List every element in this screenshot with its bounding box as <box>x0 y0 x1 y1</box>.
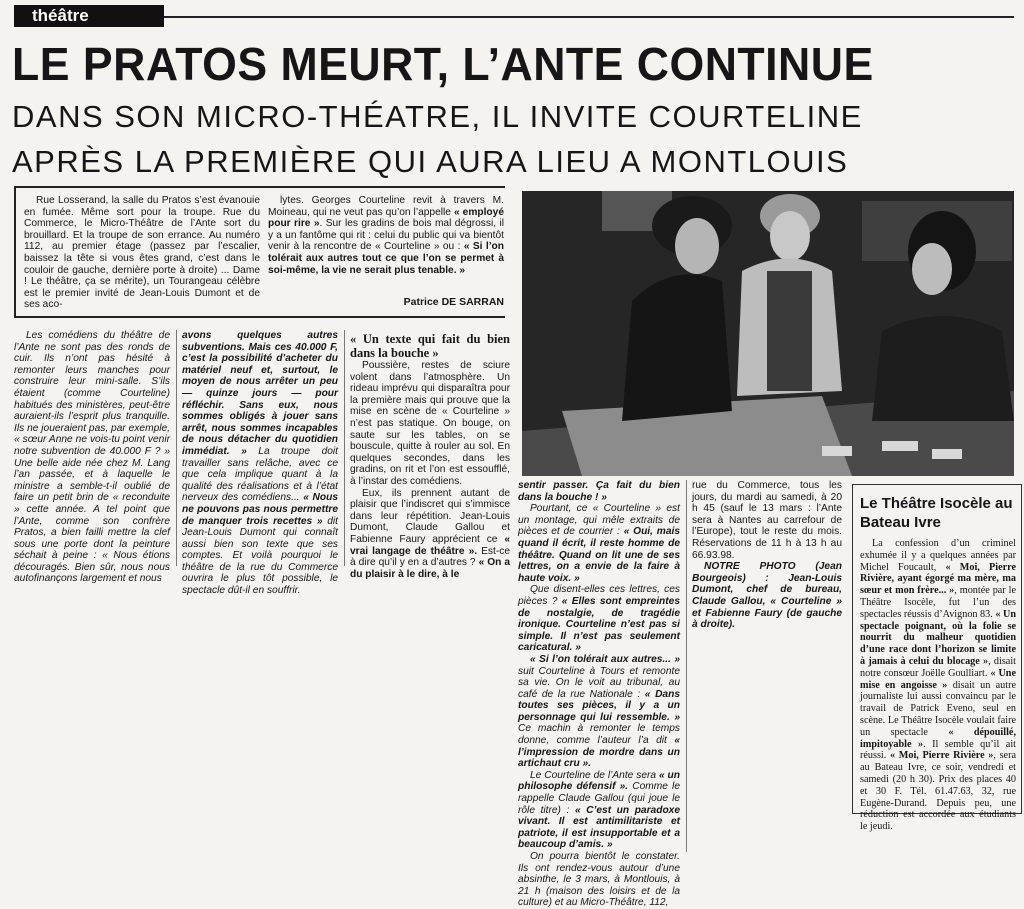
intro-text-2b: « employé pour rire » <box>268 206 504 230</box>
column-a <box>14 330 170 585</box>
sidebar-text-a: La confession d’un criminel exhumée il y a quelques années par Michel Foucault, <box>860 538 1016 573</box>
column-d-text-10: « l’impression de mordre dans un artichaut cru ». <box>518 735 680 770</box>
column-b-text-1: avons quelques autres subventions. Mais ces 40.000 F, c’est la possibilité d’acheter du matériel neuf et, surtout, le moyen de nous arrêter un peu — quinze jours — pour réfléchir. Sans eux, nous sommes obligés à jouer sans arrêt, nous sommes incapables de nous détacher du quotidien immédiat. » <box>182 330 338 457</box>
column-d-text-15: On pourra bientôt le constater. Ils ont rendez-vous autour d’une absinthe, le 3 mars, à Montlouis, à 21 h (maison des loisirs et de la culture) et au Micro-Théâtre, 112, <box>518 851 680 909</box>
intro-text-1: Rue Losserand, la salle du Pratos s’est évanouie en fumée. Même sort pour la troupe. Rue du Commerce, le Micro-Théâtre de l’Ante sort du brouillard. Et la troupe de son errance. Au numéro 112, au premier étage (passez par l’escalier, baissez la tête si vous êtes grand, c’est dans le couloir de gauche, dernière porte à droite) ... Dame ! Le théâtre, ça se mérite), un Tourangeau célèbre est le premier invité de Jean-Louis Dumont et de ses aco- <box>24 195 260 311</box>
column-d-text-2: Pourtant, ce « Courteline » est un montage, qui mêle extraits de pièces et de courrier : <box>518 503 680 538</box>
sidebar-text-f: « Une mise en angoisse » <box>860 667 1016 691</box>
column-c-text-1: Poussière, restes de sciure volent dans l’atmosphère. Un rideau imprévu qui disparaîtra pour la première mais qui prouve que la mise en scène de « Courteline » n’est pas statique. On bouge, on saute sur les tables, on se bouscule, quitte à rouler au sol. En quelques secondes, dans les gradins, on rit et l’on est essoufflé, à l’instar des comédiens. <box>350 360 510 487</box>
intro-column-1 <box>24 195 260 315</box>
column-d-text-4: Que disent-elles ces lettres, ces pièces ? <box>518 584 680 607</box>
column-b <box>182 330 338 597</box>
column-b-text-3: « Nous ne pouvons pas nous permettre de manquer trois recettes » <box>182 492 338 527</box>
column-d <box>518 480 680 909</box>
column-c-heading: « Un texte qui fait du bien dans la bouche » <box>350 332 510 360</box>
sidebar-body <box>860 538 1017 833</box>
column-divider <box>176 330 177 566</box>
column-c-text-2: Eux, ils prennent autant de plaisir que l’indiscret qui s’immisce dans leur répétition. Jean-Louis Dumont, Claude Gallou et Fabienne Faury apprécient ce <box>350 487 510 545</box>
column-e <box>692 480 842 631</box>
sidebar-text-e: , disait notre consœur Joëlle Goulliart. <box>860 655 1016 679</box>
column-c-text-4: Est-ce à dire qu’il y en a d’autres ? <box>350 545 510 569</box>
sidebar-title: Le Théâtre Isocèle au Bateau Ivre <box>860 495 1013 531</box>
sidebar-text-c: , montée par le Théâtre Isocèle, fut l’un des spectacles réussis d’Avignon 83. <box>860 585 1016 620</box>
column-d-text-7: suit Courteline à Tours et remonte sa vie. On le voit au tribunal, au café de la rue Nationale : <box>518 665 680 700</box>
column-d-text-3: « Oui, mais quand il écrit, il reste homme de théâtre. Quand on lit une de ses lettres, on a envie de la faire à haute voix. » <box>518 526 680 584</box>
column-d-text-8: « Dans toutes ses pièces, il y a un personnage qui lui ressemble. » <box>518 688 680 723</box>
column-d-text-6: « Si l’on tolérait aux autres... » <box>530 653 680 665</box>
photo-caption: NOTRE PHOTO (Jean Bourgeois) : Jean-Louis Dumont, chef de bureau, Claude Gallou, « Courteline » et Fabienne Faury (de gauche à droite). <box>692 561 842 631</box>
sidebar-text-i: . Il semble qu’il ait réussi. <box>860 738 1016 762</box>
sidebar-text-d: « Un spectacle poignant, où la folie se nourrit du malheur quotidien d’une race dont l’horizon se limite à jamais à celui du blocage » <box>860 608 1017 667</box>
column-d-text-5: « Elles sont empreintes de nostalgie, de tragédie ironique. Courteline n’est pas si simple. Il n’est pas seulement caricatural. » <box>518 595 680 654</box>
column-a-text: Les comédiens du théâtre de l’Ante ne sont pas des ronds de cuir. Ils n’ont pas hésité à remonter leurs manches pour construire leur mini-salle. S’ils étaient (comme Courteline) habitués des ministères, peut-être auraient-ils l’esprit plus tranquille. Ils ne joueraient pas, par exemple, « sœur Anne ne vois-tu point venir notre subvention de 40.000 F ? » Une belle aide née chez M. Lang l’an passée, et à laquelle le ministre a semble-t-il oublié de faire un petit brin de « reconduite » cette année. A tel point que l’Ante, comme son confrère Pratos, a bien failli mettre la clef sous une porte dont la peinture séchait à peine : « Nous étions découragés. Bien sûr, nous nous autofinançons largement et nous <box>14 330 170 585</box>
intro-column-2 <box>268 195 504 298</box>
rubric-rule <box>164 16 1014 18</box>
article-photo <box>522 191 1014 476</box>
headline: LE PRATOS MEURT, L’ANTE CONTINUE <box>12 38 874 90</box>
sidebar-text-h: « dépouillé, impitoyable » <box>860 726 1016 750</box>
column-c-text-3: « vrai langage de théâtre ». <box>350 533 510 557</box>
sidebar-text-b: « Moi, Pierre Rivière, ayant égorgé ma mère, ma sœur et mon frère... » <box>860 561 1016 597</box>
subheadline-1: DANS SON MICRO-THÉATRE, IL INVITE COURTELINE <box>12 99 863 134</box>
column-b-text-4: dit Jean-Louis Dumont qui connaît aussi bien son texte que ses comptes. Et voilà pourquoi le théâtre de la rue du Commerce ouvrira le plus tôt possible, le spectacle dût-il en souffrir. <box>182 515 338 597</box>
column-e-text-1: rue du Commerce, tous les jours, du mardi au samedi, à 20 h 45 (sauf le 13 mars : l’Ante sera à Nantes au carrefour de l’Europe), tout le reste du mois. Réservations de 11 h à 13 h au 66.93.98. <box>692 480 842 561</box>
column-d-text-12: « un philosophe défensif ». <box>518 769 680 793</box>
column-d-text-9: Ce machin à remonter le temps donne, comme l’auteur l’a dit <box>518 723 680 747</box>
sidebar-text-k: , sera au Bateau Ivre, ce soir, vendredi et samedi (20 h 30). Prix des places 40 et 30 F. Tél. 61.47.63, 32, rue Eugène-Durand. Depuis peu, une réduction est accordée aux étudiants le jeudi. <box>860 750 1016 833</box>
intro-text-2c: . Sur les gradins de bois mal dégrossi, il y a un fantôme qui rit : celui du public qui va bientôt venir à la rencontre de « Courteline » ou : <box>268 218 504 253</box>
column-d-text-11: Le Courteline de l’Ante sera <box>530 769 659 781</box>
sidebar-text-j: « Moi, Pierre Rivière » <box>889 750 994 762</box>
intro-text-2a: lytes. Georges Courteline revit à travers M. Moineau, qui ne veut pas qu’on l’appelle <box>268 195 504 218</box>
column-c <box>350 332 511 580</box>
author-signature: Patrice DE SARRAN <box>403 296 504 308</box>
rehearsal-photo <box>522 191 1014 476</box>
column-b-text-2: La troupe doit travailler sans relâche, avec ce que cela implique quant à la qualité des réalisations et à l’état nerveux des comédiens... <box>182 445 338 504</box>
column-d-text-1: sentir passer. Ça fait du bien dans la bouche ! » <box>518 480 680 503</box>
column-divider <box>344 330 345 566</box>
column-d-text-13: Comme le rappelle Claude Gallou (qui joue le rôle titre) : <box>518 781 680 816</box>
column-d-text-14: « C’est un paradoxe vivant. Il est antimilitariste et patriote, il est insupportable et a beaucoup d’amis. » <box>518 804 680 851</box>
column-c-text-5: « On a du plaisir à le dire, à le <box>350 557 511 580</box>
sidebar-text-g: disait un autre journaliste lui aussi convaincu par le travail de Patrick Eveno, seul en scène. Le Théâtre Isocèle voulait faire un spectacle <box>860 679 1016 738</box>
column-divider <box>686 480 687 852</box>
subheadline-2: APRÈS LA PREMIÈRE QUI AURA LIEU A MONTLOUIS <box>12 144 849 179</box>
section-rubric: théâtre <box>14 5 164 27</box>
intro-text-2d: « Si l’on tolérait aux autres tout ce que l’on se permet à soi-même, la vie ne serait plus tenable. » <box>268 241 504 276</box>
